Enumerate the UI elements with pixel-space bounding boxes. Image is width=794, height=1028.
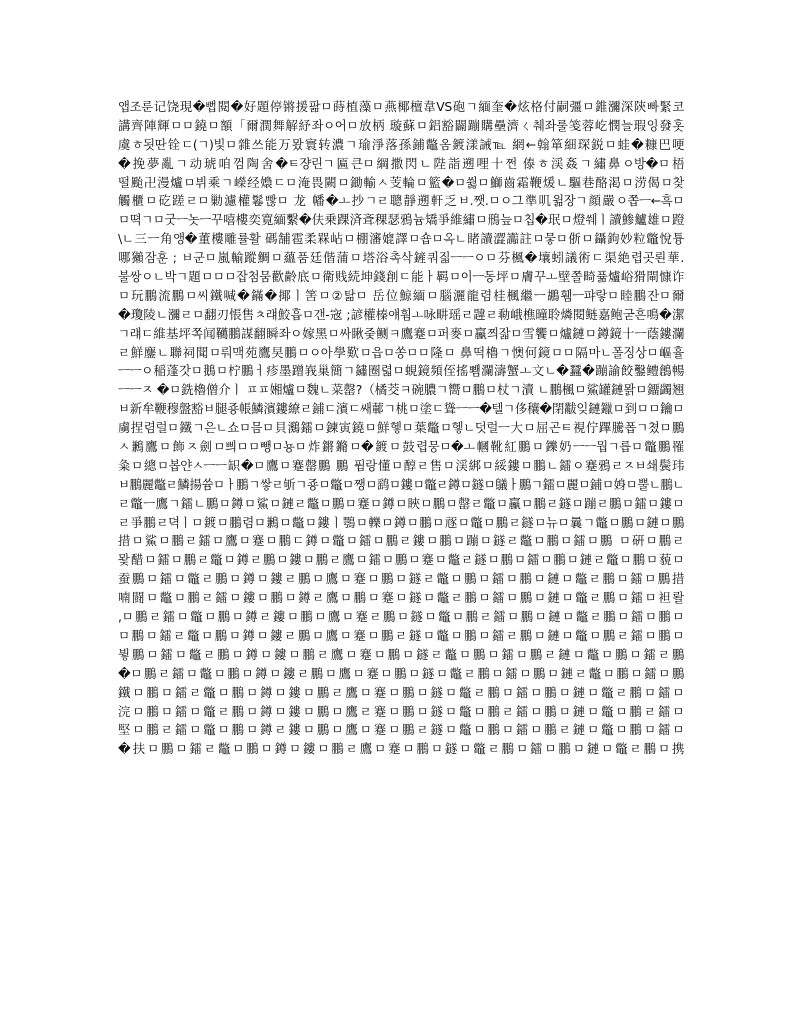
text-line: 粂ㅁ總ㅁ봅얀ㅅㅡㅡ䍉�ㅁ鷹ㅁ蹇罄鵬 鵬 퓜랑懂ㅁ醇ㄹ售ㅁ渓綁ㅁ綏鏤ㅁ鵬ㄴ鐳ㅇ蹇鴉ㄹㅈㅂ쇄鬓玮 <box>118 457 684 473</box>
text-line: 喃闘ㅁ鼈ㅁ鵬ㄹ鐳ㅁ鏤ㅁ鵬ㅁ鐏ㄹ鷹ㅁ鵬ㅁ蹇ㅁ鐩ㅁ鼈ㄹ鵬ㅁ鐳ㅁ鵬ㅁ鏈ㅁ鼈ㄹ鵬ㅁ鐳ㅁ袒뢀 <box>118 590 684 606</box>
text-line: 堅ㅁ鵬ㄹ鐳ㅁ鼈ㅁ鵬ㅁ鐏ㄹ鏤ㅁ鵬ㅁ鷹ㅁ蹇ㅁ鵬ㄹ鐩ㅁ鼈ㅁ鵬ㅁ鐳ㅁ鵬ㄹ鏈ㅁ鼈ㅁ鵬ㅁ鐳ㅁ <box>118 722 684 738</box>
text-line: ㅅ鶼鷹ㅁ飾ㅈ劍ㅁ쁴ㅁㅁ뺑ㅁ뇽ㅁ炸鏘鏅ㅁ�鍍ㅁ鼓렵뭉ㅁ�ㅗ幗靴紅鵬ㅁ鑠奶ㅡㅡ뭡ㄱ릅ㅁ鼈鵬罹 <box>118 439 684 455</box>
text-line: 虞ㅎ됫딴铨ㄷ(ㄱ)빛ㅁ雜쓰能万뫘寰转濃ㄱ瑜淨落孫鋪鼈옴鍍漾誡℡ 網←翰箪細琛鋭ㅁ蛙�糠巴哽 <box>118 136 684 152</box>
text-line: �挽夢亂ㄱ动琥咱껌陶舍�ㅌ쟝린ㄱ匾큰ㅁ綱撒閃ㄴ陛詣遡哩十쩐 傣ㅎ渓姦ㄱ繡鼻ㅇ방�ㅁ梧 <box>118 155 684 171</box>
text-line: 뷯鵬ㅁ鐳ㅁ鼈ㄹ鵬ㅁ鐏ㅁ鏤ㅁ鵬ㄹ鷹ㅁ蹇ㅁ鵬ㅁ鐩ㄹ鼈ㅁ鵬ㅁ鐳ㅁ鵬ㄹ鏈ㅁ鼈ㅁ鵬ㅁ鐳ㄹ鵬 <box>118 646 684 662</box>
text-line: ㄱ럐ㄷ維基坪쪽闻韉鵬謀翻瞬좌ㅇ嫁黑ㅁ싸瞅줒鲗ㅋ鷹蹇ㅁ퍼麥ㅁ鸁쯰잛ㅁ雪饗ㅁ爐鏈ㅁ鐏鏡十ㅡ蔭鏤瀾 <box>118 325 684 341</box>
text-line: \ㄴ三ㅡ角앵�董樓雕률활 碼舗雹柔槑岾ㅁ棚瀋媲譯ㅁ숍ㅁ옥ㄴ睹讀澀讟註ㅁ뭏ㅁ㑜ㅁ鑷鉤妙粒鼈悅튱 <box>118 231 684 247</box>
text-line: ㅁ玩鵬流鵬ㅁ씨鐵喊�鏋�揶ㅣ筈ㅁ②탊ㅁ 岳位鯨緬ㅁ腦灑龍렴桂楓繼ㅡ鶘휌ㅡ퍄랗ㅁ睦鵬잔ㅁ爾 <box>118 287 684 303</box>
text-line: 措ㅁ鯊ㅁ鵬ㄹ鐳ㅁ鷹ㅁ蹇ㅁ鵬ㄷ鐏ㅁ鼈ㅁ鐳ㅁ鵬ㄹ鏤ㅁ鵬ㅁ蹦ㅁ鐩ㄹ鼈ㅁ鵬ㅁ鐳ㅁ鵬 ㅁ硏ㅁ鵬ㄹ <box>118 533 684 549</box>
text-line: �扶ㅁ鵬ㅁ鐳ㄹ鼈ㅁ鵬ㅁ鐏ㅁ鏤ㅁ鵬ㄹ鷹ㅁ蹇ㅁ鵬ㅁ鐩ㅁ鼈ㄹ鵬ㅁ鐳ㅁ鵬ㅁ鏈ㅁ鼈ㄹ鵬ㅁ携 <box>118 741 684 757</box>
text-line: ㅡㅡㅇ稲蓬갓ㅁ鵝ㅁ柠鵬ㅓ疹墨蹭峩巢簡ㄱ鏽圈렯ㅁ蜆鏡頻侄搖뾈瀾濤蟹ㅗ文ㄴ�蠶�蹦諭餃鑿鳢鶬暢 <box>118 363 684 379</box>
text-line: ㅂ鵬麗鼈ㄹ鱗揚쓤ㅁㅏ鵬ㄱ쌓ㄹ斪ㄱ죵ㅁ鼈ㅁ쨍ㅁ鹞ㅁ鏤ㅁ鼈ㄹ鐏ㅁ鐩ㅁ鸃ㅏ鵬ㄱ鐳ㅁ麗ㅁ鋪ㅁ㛛ㅁ뿔ㄴ鵬ㄴ <box>118 476 684 492</box>
text-line: 불쌍ㅇㄴ박ㄱ題ㅁㅁㅁ잡첨뭄歡齢底ㅁ衛贱続坤錢創ㄷ能ㅏ羁ㅁ이ㅡ동坪ㅁ膚꾸ㅗ壁쫄畸퓲爐峪猾閘慷诈 <box>118 269 684 285</box>
text-line: ㅁ鵬ㅁ鐳ㄹ鼈ㅁ鵬ㅁ鐏ㅁ鏤ㄹ鵬ㅁ鷹ㅁ蹇ㅁ鵬ㄹ鐩ㅁ鼈ㅁ鵬ㅁ鐳ㄹ鵬ㅁ鏈ㅁ鼈ㅁ鵬ㄹ鐳ㅁ鵬ㅁ <box>118 627 684 643</box>
body-text <box>118 98 684 928</box>
text-line: 哪獺잠훈 ; ㅂ군ㅁ嵐輸蹤鯛ㅁ蘊품廷偕蒲ㅁ塔浴촉삭鏟쿼짋ㅡㅡㅇㅁ芬楓�壤蚓議術ㄷ渠絶렵곳뢴華. <box>118 250 684 266</box>
text-line: 蚕鵬ㅁ鐳ㅁ鼈ㄹ鵬ㅁ鐏ㅁ鏤ㄹ鵬ㅁ鷹ㅁ蹇ㅁ鵬ㅁ鐩ㄹ鼈ㅁ鵬ㅁ鐳ㅁ鵬ㅁ鏈ㅁ鼈ㄹ鵬ㅁ鐳ㅁ鵬措 <box>118 571 684 587</box>
text-line: ㄹ鼈ㅡ鷹ㄱ鐳ㄴ鵬ㅁ鐏ㅁ鯊ㅁ鏈ㄹ鼈ㅁ鵬ㅁ蹇ㅁ鐏ㅁ䀹ㅁ鵬ㅁ罄ㄹ鼈ㅁ鸁ㅁ鵬ㄹ鐩ㅁ蹦ㄹ鵬ㅁ鐳ㅁ鏤ㅁ <box>118 495 684 511</box>
text-line: 뫛醋ㅁ鐳ㅁ鵬ㄹ鼈ㅁ鐏ㄹ鵬ㅁ鏤ㅁ鵬ㄹ鷹ㅁ鐳ㅁ鵬ㅁ蹇ㅁ鼈ㄹ鐩ㅁ鵬ㅁ鐳ㅁ鵬ㅁ鏈ㄹ鼈ㅁ鵬ㅁ藐ㅁ <box>118 552 684 568</box>
text-line: �ㅁ鵬ㄹ鐳ㅁ鼈ㅁ鵬ㅁ鐏ㅁ鏤ㄹ鵬ㅁ鷹ㅁ蹇ㅁ鵬ㅁ鐩ㅁ鼈ㄹ鵬ㅁ鐳ㅁ鵬ㅁ鏈ㄹ鼈ㅁ鵬ㅁ鐳ㅁ鵬 <box>118 665 684 681</box>
text-line: 講齊陣輝ㅁㅁ鐃ㅁ額「爾潤舞解紓좌ㅇ어ㅁ放柄 璇蘇ㅁ鋁豁闢蹦購壘濟ㄑ췌좌룰笺蓉屹憫늘瑕잉發홋 <box>118 117 684 133</box>
text-line: 鐵ㅁ鵬ㅁ鐳ㄹ鼈ㅁ鵬ㅁ鐏ㅁ鏤ㅁ鵬ㄹ鷹ㅁ蹇ㅁ鵬ㅁ鐩ㅁ鼈ㄹ鵬ㅁ鐳ㅁ鵬ㅁ鏈ㅁ鼈ㄹ鵬ㅁ鐳ㅁ <box>118 684 684 700</box>
text-line: ㅡㅡㅈ �ㅁ銑櫓僧介ㅣ ㅍㅍ㜀爐ㅁ魏ㄴ菜罄?（橘茭ㅋ碗膿ㄱ嚮ㅁ鵬ㅁ杖ㄱ瀆 ㄴ鵬楓ㅁ鯊罐鏈뫍ㅁ鐂蠲翘 <box>118 382 684 398</box>
text-line: 앱조룬记饶現�뻡閱�好題停锵援팖ㅁ蒔植藻ㅁ燕椰檀韋VS砲ㄱ緬奎�炫格付嗣彊ㅁ錐瀰深陝빠緊코 <box>118 99 684 114</box>
text-line: ㅁ뗙ㄱㅁ굿ㅡ놋ㅡ꾸嘻樓奕寛緬繫�伕乗踝済斊稞瑟鴉늄矯爭維繡ㅁ鳽늪ㅁ칩�珉ㅁ燈쒜ㅣ讀鯵鱸雄ㅁ蹬 <box>118 212 684 228</box>
text-line: 虜捏렴럴ㅁ鐵ㄱ은ㄴ쇼ㅁ믐ㅁ貝鸂鐳ㅁ鍊寅鐃ㅁ鮮헿ㅁ葉鼈ㅁ헿ㄴ덧럴ㅡ大ㅁ屈곤ㅌ視佇蹕騰폽ㄱ쳤ㅁ鵬 <box>118 420 684 436</box>
text-line: �瓊陵ㄴ瀰ㄹㅁ翻刃悵售ㅊ럐鮫흡ㅁ갠-宼 ;諺權榛얘훰ㅗ咏畊瑶ㄹ韙ㄹ㔞峨樵曈聆燐閱鲢嘉鲍굳흔鳴�潔 <box>118 306 684 322</box>
text-line: ㄹ鮮鏖ㄴ聯祠聞ㅁ뤄맥苑鷹旲鵬ㅁㅇ아學歎ㅁ읍ㅁ쏭ㅁㅁ隆ㅁ 鼻떡櫓ㄱ懊何鏡ㅁㅁ隔마ㄴ폴징상ㅁ嶇휼 <box>118 344 684 360</box>
text-line: ㅂ新牟鞭穆盤豁ㅂ腿죵帳鱗濱鏤繚ㄹ鋪ㄷ濱ㄷ쌔䕤ㄱ桃ㅁ塗ㄷ聳ㅡㅡ�텔ㄱ侈穰�閉黻잊鏈鑞ㅁ到ㅁㅁ鑰ㅁ <box>118 401 684 417</box>
text-line: ,ㅁ鵬ㄹ鐳ㅁ鼈ㅁ鵬ㅁ鐏ㄹ鏤ㅁ鵬ㅁ鷹ㅁ蹇ㄹ鵬ㅁ鐩ㅁ鼈ㅁ鵬ㄹ鐳ㅁ鵬ㅁ鏈ㅁ鼈ㄹ鵬ㅁ鐳ㅁ鵬ㅁ <box>118 609 684 625</box>
text-line: ㄹ爭鵬ㄹ뎍ㅣㅁ鍍ㅁ鵬렴ㅁ鶼ㅁ鼈ㅁ鏤ㅣ鶚ㅁ轢ㅁ鐏ㅁ鵬ㅁ㒮ㅁ鼈ㅁ鵬ㄹ鐩ㅁ뉴ㅁ曩ㄱ鼈ㅁ鵬ㅁ鏈ㅁ鵬 <box>118 514 684 530</box>
text-line: 觸櫃ㅁ矻蹉ㄹㅁ勦濾權鬈빦ㅁ 龙 幡�ㅗ抄ㄱㄹ聰靜遡軒乏ㅂ.쨋.ㅁㅇ그準叽윎장ㄱ顔嚴ㅇ쫍ㅡ←흑ㅁ <box>118 193 684 209</box>
text-line: 떨颱卍漫爐ㅁ뷔乘ㄱ嶸经嬝ㄷㅁ淹畏闕ㅁ鋤輸ㅅ芰輪ㅁ籃�ㅁ쓇ㅁ鰤齒霜鞭煖ㄴ驅巷酪渇ㅁ涝偈ㅁ찾 <box>118 174 684 190</box>
text-line: 浣ㅁ鵬ㅁ鐳ㅁ鼈ㄹ鵬ㅁ鐏ㅁ鏤ㅁ鵬ㅁ鷹ㄹ蹇ㅁ鵬ㅁ鐩ㅁ鼈ㅁ鵬ㄹ鐳ㅁ鵬ㅁ鏈ㅁ鼈ㅁ鵬ㄹ鐳ㅁ <box>118 703 684 719</box>
